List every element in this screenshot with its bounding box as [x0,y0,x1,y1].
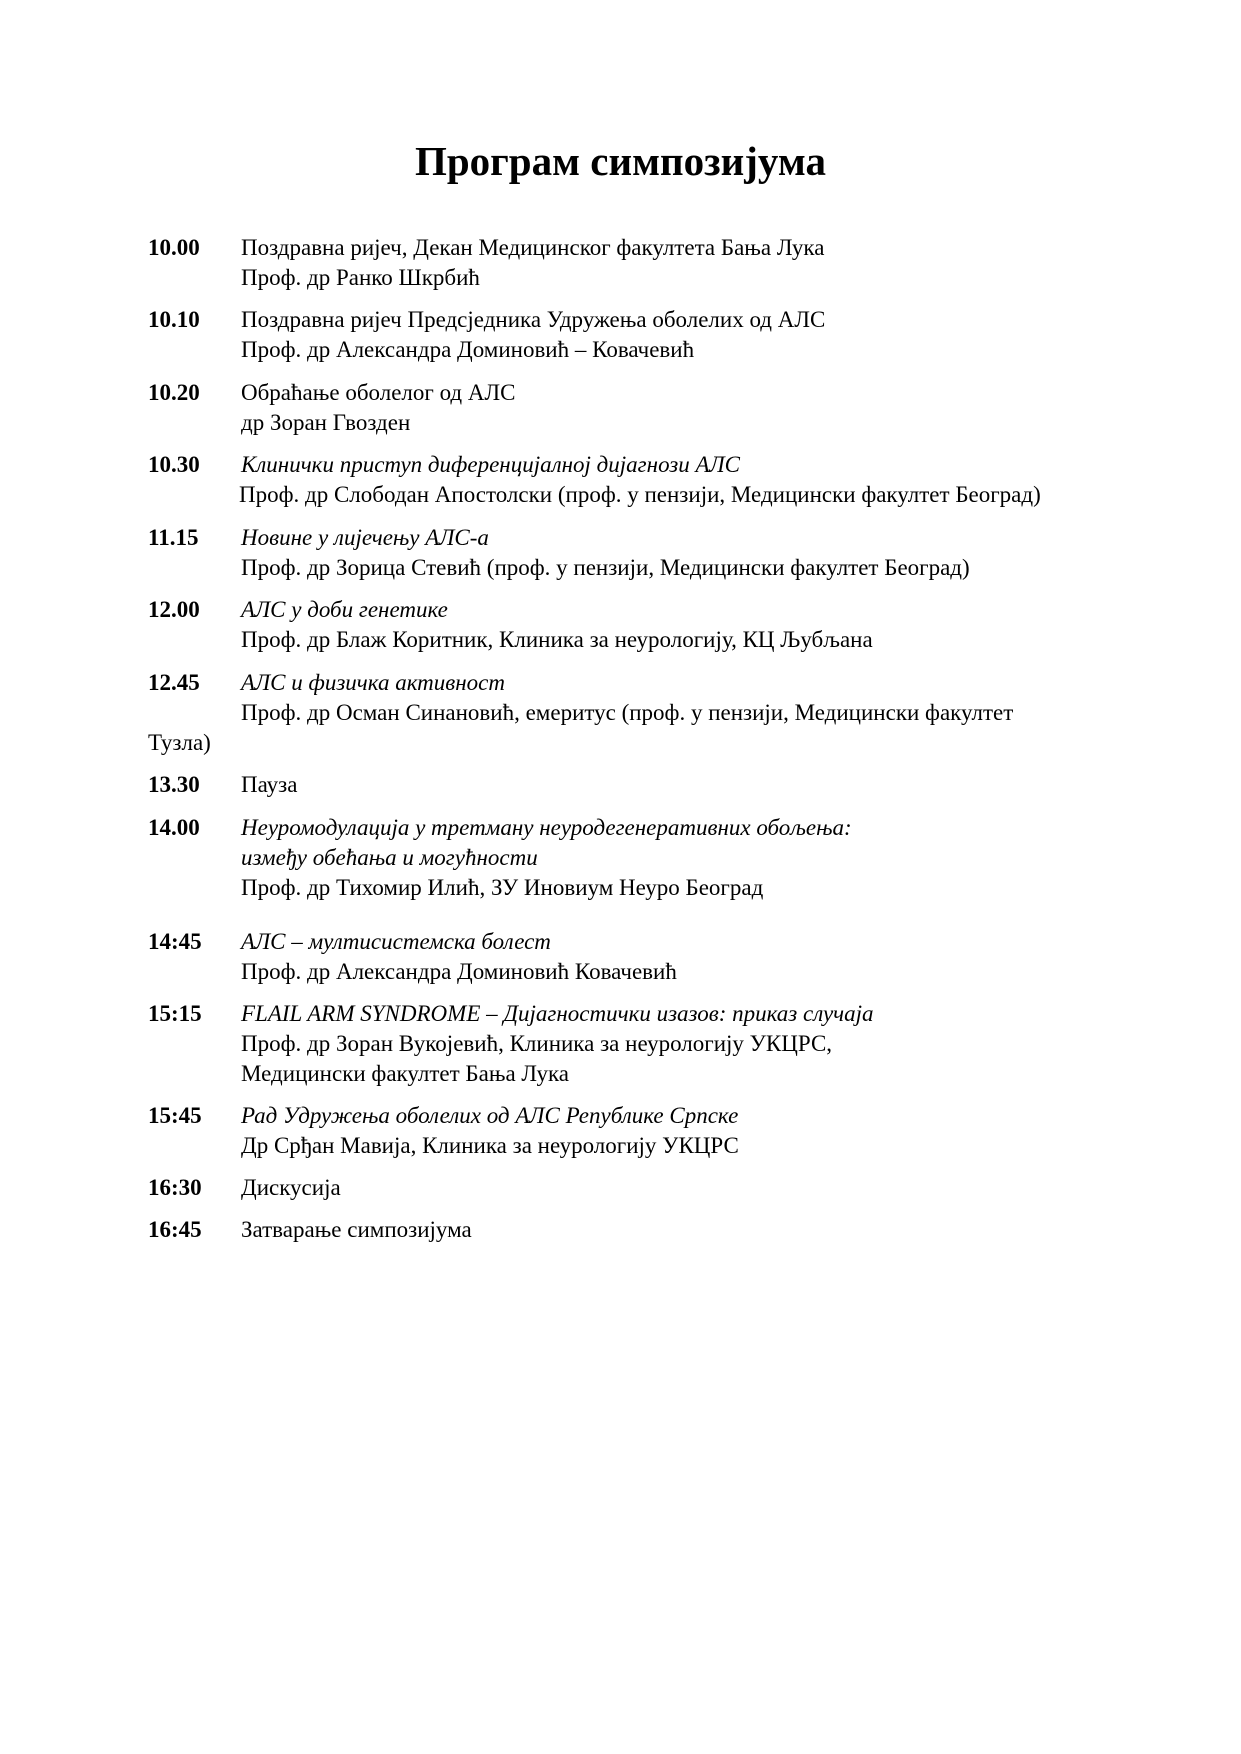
entry-body [241,927,1141,987]
entry-body [241,305,1141,365]
entry-speaker: Проф. др Ранко Шкрбић [241,265,480,290]
lecture-title: Клинички приступ диференцијалној дијагнози АЛС [241,452,740,477]
entry-time: 10.10 [148,307,200,332]
entry-body [241,770,1141,800]
entry-time: 14:45 [148,929,202,954]
entry-body [241,1173,1141,1203]
entry-speaker: Др Срђан Мавија, Клиника за неурологију УКЦРС [241,1133,739,1158]
entry-time: 12.00 [148,597,200,622]
entry-line: Поздравна ријеч Предсједника Удружења оболелих од АЛС [241,307,826,332]
entry-time: 16:45 [148,1217,202,1242]
entry-speaker: Проф. др Тихомир Илић, ЗУ Иновиум Неуро Београд [241,875,764,900]
entry-line: Дискусија [241,1175,341,1200]
entry-speaker-wrap: Тузла) [148,730,211,755]
entry-time: 10.20 [148,380,200,405]
entry-time: 15:45 [148,1103,202,1128]
lecture-title-cont: између обећања и могућности [241,845,538,870]
entry-body [241,999,1141,1089]
entry-time: 15:15 [148,1001,202,1026]
entry-speaker: Проф. др Блаж Коритник, Клиника за неурологију, КЦ Љубљана [241,627,873,652]
entry-body [241,1215,1141,1245]
entry-speaker: Проф. др Осман Синановић, емеритус (проф. у пензији, Медицински факултет [241,700,1014,725]
entry-speaker-affiliation: Медицински факултет Бања Лука [241,1061,569,1086]
lecture-title: Неуромодулација у третману неуродегенеративних обољења: [241,815,852,840]
entry-body [241,523,1141,583]
lecture-title: АЛС у доби генетике [241,597,448,622]
entry-speaker: Проф. др Александра Доминовић – Ковачевић [241,337,695,362]
entry-speaker: Проф. др Зоран Вукојевић, Клиника за неурологију УКЦРС, [241,1031,833,1056]
lecture-title: АЛС – мултисистемска болест [241,929,551,954]
entry-time: 14.00 [148,815,200,840]
lecture-title: Рад Удружења оболелих од АЛС Републике Српске [241,1103,739,1128]
entry-body [241,668,1141,728]
entry-time: 12.45 [148,670,200,695]
lecture-title: АЛС и физичка активност [241,670,505,695]
entry-time: 11.15 [148,525,199,550]
entry-line: Обраћање оболелог од АЛС [241,380,516,405]
entry-line: Поздравна ријеч, Декан Медицинског факултета Бања Лука [241,235,825,260]
entry-body [241,450,1141,510]
entry-line: Затварање симпозијума [241,1217,472,1242]
entry-speaker: Проф. др Александра Доминовић Ковачевић [241,959,677,984]
entry-body [241,378,1141,438]
entry-body [241,233,1141,293]
entry-body [241,595,1141,655]
entry-time: 13.30 [148,772,200,797]
entry-speaker: др Зоран Гвозден [241,410,411,435]
entry-time: 10.30 [148,452,200,477]
entry-speaker: Проф. др Зорица Стевић (проф. у пензији, Медицински факултет Београд) [241,555,970,580]
page-title: Програм симпозијума [414,138,827,184]
entry-time: 10.00 [148,235,200,260]
lecture-title: Новине у лијечењу АЛС-а [241,525,489,550]
entry-body [241,1101,1141,1161]
entry-speaker: Проф. др Слободан Апостолски (проф. у пензији, Медицински факултет Београд) [239,482,1041,507]
entry-line: Пауза [241,772,298,797]
lecture-title: FLAIL ARM SYNDROME – Дијагностички изазов: приказ случаја [241,1001,874,1026]
entry-time: 16:30 [148,1175,202,1200]
entry-body [241,813,1141,903]
